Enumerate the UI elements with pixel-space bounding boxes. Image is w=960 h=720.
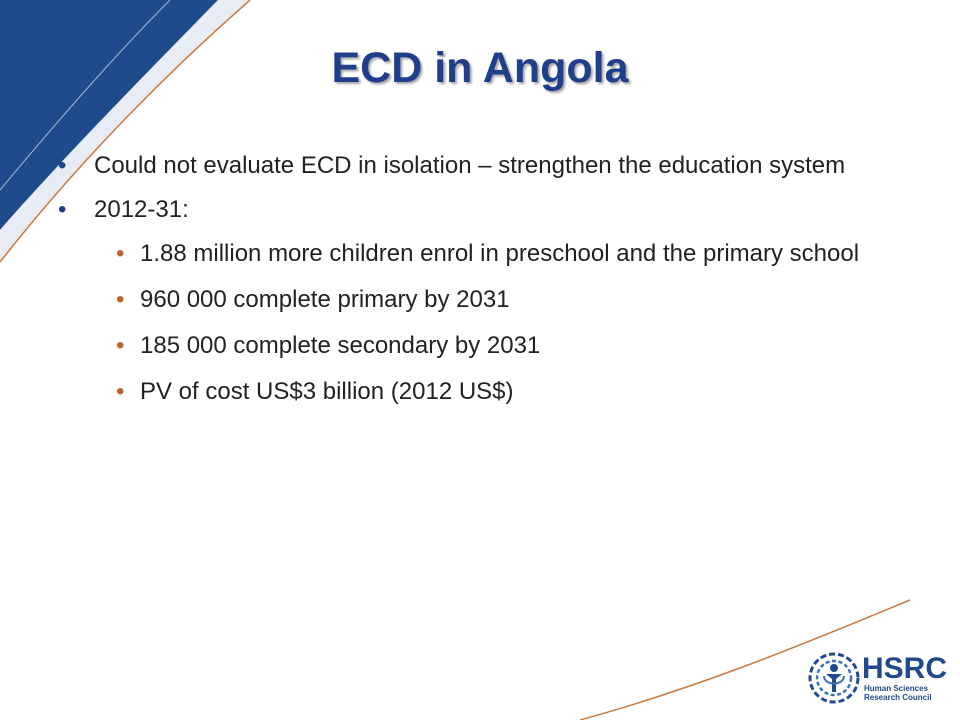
sub-bullet-item — [116, 284, 918, 316]
sub-bullet-item — [116, 376, 918, 408]
logo-subtitle-line: Research Council — [864, 693, 932, 702]
hsrc-logo — [806, 650, 956, 716]
sub-bullet-icon: • — [116, 378, 125, 405]
logo-subtitle-line: Human Sciences — [864, 684, 929, 693]
sub-bullet-text: 960 000 complete primary by 2031 — [140, 286, 510, 313]
sub-bullet-text: 1.88 million more children enrol in preschool and the primary school — [140, 240, 860, 267]
bullet-icon: • — [58, 196, 67, 223]
bullet-text: 2012-31: — [94, 196, 189, 223]
bullet-item — [58, 150, 918, 182]
sub-bullet-text: PV of cost US$3 billion (2012 US$) — [140, 378, 514, 405]
bullet-text: Could not evaluate ECD in isolation – strengthen the education system — [94, 152, 846, 179]
logo-subtitle — [864, 684, 932, 702]
sub-bullet-text: 185 000 complete secondary by 2031 — [140, 332, 541, 359]
slide-title: ECD in Angola — [331, 44, 629, 92]
slide-content — [58, 150, 918, 422]
sub-bullet-icon: • — [116, 286, 125, 313]
sub-bullet-item — [116, 238, 918, 270]
bullet-item — [58, 194, 918, 226]
hsrc-emblem-icon — [806, 650, 862, 706]
sub-bullet-icon: • — [116, 332, 125, 359]
logo-name: HSRC — [862, 652, 948, 685]
sub-bullet-icon: • — [116, 240, 125, 267]
sub-bullet-item — [116, 330, 918, 362]
bullet-icon: • — [58, 152, 67, 179]
